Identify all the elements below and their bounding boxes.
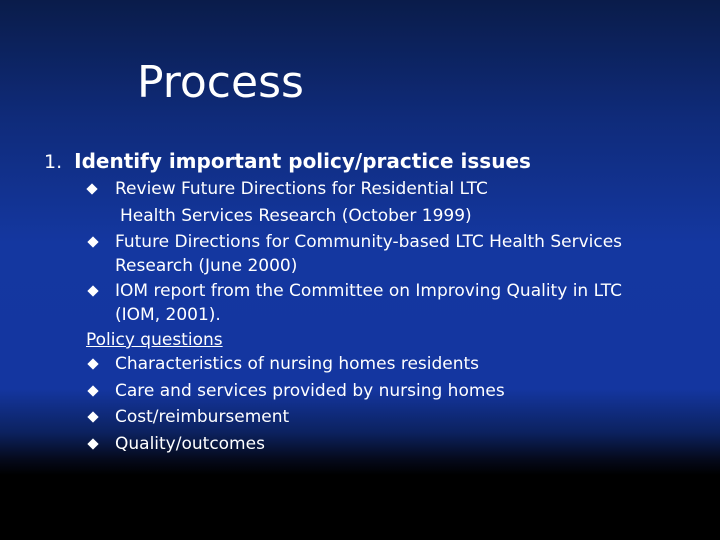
diamond-bullet-icon [86, 183, 97, 194]
diamond-bullet-icon [87, 385, 98, 396]
question-item: Characteristics of nursing homes residents [115, 354, 480, 374]
diamond-bullet-icon [87, 236, 98, 247]
heading-text: Identify important policy/practice issues [74, 149, 531, 173]
source-3-line-1: IOM report from the Committee on Improving Quality in LTC [115, 281, 622, 301]
source-3-line-2: (IOM, 2001). [115, 305, 221, 325]
slide-title: Process [137, 57, 304, 108]
question-item: Cost/reimbursement [115, 407, 290, 427]
diamond-bullet-icon [87, 438, 98, 449]
source-1-line-2: Health Services Research (October 1999) [120, 206, 472, 226]
question-item: Quality/outcomes [115, 434, 265, 454]
diamond-bullet-icon [87, 358, 98, 369]
policy-questions-label: Policy questions [86, 330, 223, 350]
source-1-line-1: Review Future Directions for Residential LTC [115, 179, 488, 199]
source-2-line-2: Research (June 2000) [115, 256, 298, 276]
heading-number: 1. [44, 151, 63, 173]
section-heading [44, 148, 531, 175]
question-item: Care and services provided by nursing homes [115, 381, 505, 401]
diamond-bullet-icon [87, 285, 98, 296]
source-2-line-1: Future Directions for Community-based LTC Health Services [115, 232, 623, 252]
diamond-bullet-icon [87, 411, 98, 422]
